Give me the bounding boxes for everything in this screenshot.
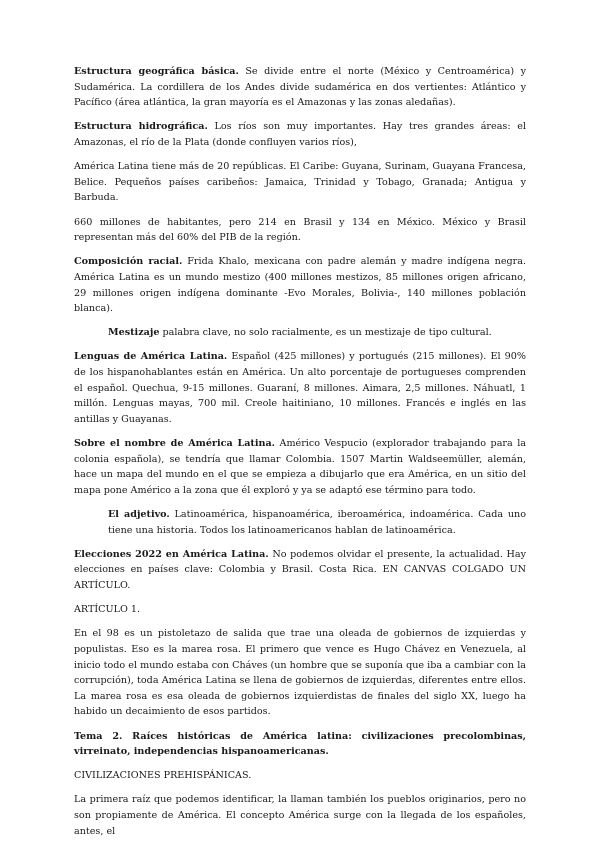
- paragraph-tema-2: [74, 729, 526, 760]
- text-habitantes: 660 millones de habitantes, pero 214 en Brasil y 134 en México. México y Brasil representan más del 60% del PIB de la región.: [74, 216, 526, 244]
- paragraph-primera-raiz: [74, 792, 526, 839]
- paragraph-civilizaciones: [74, 768, 526, 784]
- text-articulo-1: ARTÍCULO 1.: [74, 604, 141, 616]
- paragraph-habitantes: [74, 215, 526, 246]
- text-composicion-racial: Frida Khalo, mexicana con padre alemán y madre indígena negra. América Latina es un mundo mestizo (400 millones mestizos, 85 millones origen africano, 29 millones origen indígena dominante -Evo Morales, Bolivia-, 140 millones población blanca).: [74, 256, 526, 315]
- paragraph-marea-rosa: [74, 626, 526, 720]
- paragraph-composicion-racial: [74, 254, 526, 316]
- paragraph-estructura-geografica: [74, 64, 526, 111]
- heading-lenguas: Lenguas de América Latina.: [74, 351, 228, 363]
- paragraph-mestizaje: [74, 325, 526, 341]
- paragraph-estructura-hidrografica: [74, 119, 526, 150]
- paragraph-articulo-1: [74, 602, 526, 618]
- text-lenguas: Español (425 millones) y portugués (215 millones). El 90% de los hispanohablantes están en América. Un alto porcentaje de portugueses comprenden el español. Quechua, 9-15 millones. Guaraní, 8 millones. Aimara, 2,5 millones. Náhuatl, 1 millón. Lenguas mayas, 700 mil. Creole haitiniano, 10 millones. Francés e inglés en las antillas y Guayanas.: [74, 351, 526, 425]
- heading-adjetivo: El adjetivo.: [108, 509, 170, 520]
- text-republicas: América Latina tiene más de 20 repúblicas. El Caribe: Guyana, Surinam, Guayana Francesa, Belice. Pequeños países caribeños: Jamaica, Trinidad y Tobago, Granada; Antigua y Barbuda.: [74, 161, 526, 204]
- text-mestizaje: palabra clave, no solo racialmente, es un mestizaje de tipo cultural.: [159, 327, 492, 339]
- heading-mestizaje: Mestizaje: [108, 327, 160, 339]
- text-estructura-geografica: Se divide entre el norte (México y Centroamérica) y Sudamérica. La cordillera de los Andes divide sudamérica en dos vertientes: Atlántico y Pacífico (área atlántica, la gran mayoría es el Amazonas y las zonas aledañas).: [74, 66, 526, 109]
- paragraph-elecciones: [74, 547, 526, 594]
- text-civilizaciones: CIVILIZACIONES PREHISPÁNICAS.: [74, 770, 252, 782]
- text-estructura-hidrografica: Los ríos son muy importantes. Hay tres grandes áreas: el Amazonas, el río de la Plata (donde confluyen varios ríos),: [74, 121, 526, 148]
- text-adjetivo: Latinoamérica, hispanoamérica, iberoamérica, indoamérica. Cada uno tiene una historia. Todos los latinoamericanos hablan de latinoamérica.: [108, 509, 526, 536]
- paragraph-lenguas: [74, 349, 526, 427]
- heading-elecciones: Elecciones 2022 en América Latina.: [74, 548, 269, 560]
- paragraph-nombre-america: [74, 436, 526, 498]
- heading-composicion-racial: Composición racial.: [74, 256, 183, 268]
- text-primera-raiz: La primera raíz que podemos identificar, la llaman también los pueblos originarios, pero no son propiamente de América. El concepto América surge con la llegada de los españoles, antes, el: [74, 794, 526, 837]
- document-body: [74, 64, 526, 848]
- text-nombre-america: Américo Vespucio (explorador trabajando para la colonia española), se tendría que llamar Colombia. 1507 Martin Waldseemüller, alemán, hace un mapa del mundo en el que se empieza a dibujarlo que era América, en un sitio del mapa pone Américo a la zona que él exploró y ya se adaptó ese término para todo.: [74, 438, 526, 496]
- heading-estructura-geografica: Estructura geográfica básica.: [74, 66, 239, 77]
- heading-tema-2: Tema 2. Raíces históricas de América latina: civilizaciones precolombinas, virreinato, independencias hispanoamericanas.: [74, 730, 526, 758]
- text-marea-rosa: En el 98 es un pistoletazo de salida que trae una oleada de gobiernos de izquierdas y populistas. Eso es la marea rosa. El primero que vence es Hugo Chávez en Venezuela, al inicio todo el mundo estaba con Cháves (un hombre que se suponía que iba a cambiar con la corrupción), toda América Latina se llena de gobiernos de izquierdas, diferentes entre ellos. La marea rosa es esa oleada de gobiernos izquierdistas de finales del siglo XX, luego ha habido un decaimiento de esos partidos.: [74, 628, 526, 718]
- text-elecciones: No podemos olvidar el presente, la actualidad. Hay elecciones en países clave: Colombia y Brasil. Costa Rica. EN CANVAS COLGADO UN ARTÍCULO.: [74, 548, 526, 591]
- heading-estructura-hidrografica: Estructura hidrográfica.: [74, 121, 208, 133]
- paragraph-republicas: [74, 159, 526, 206]
- heading-nombre-america: Sobre el nombre de América Latina.: [74, 438, 276, 450]
- paragraph-adjetivo: [74, 507, 526, 538]
